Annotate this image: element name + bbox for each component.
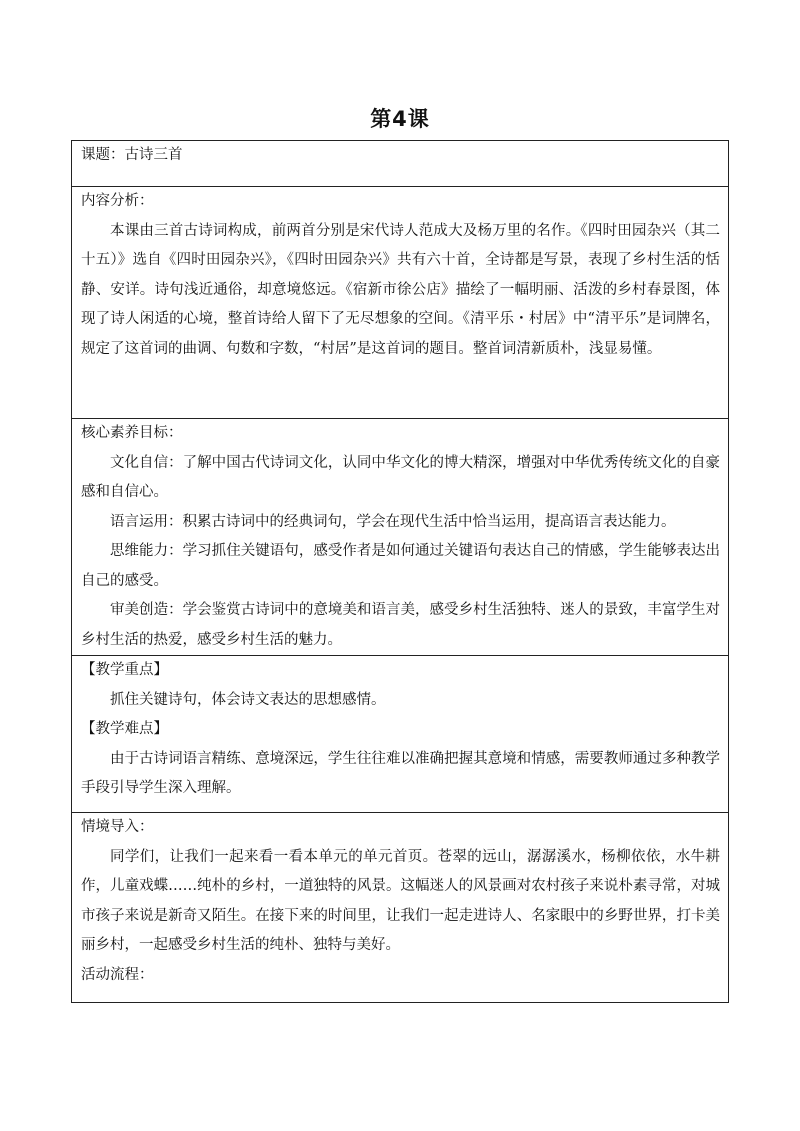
- key-points-label: 【教学重点】: [81, 662, 168, 678]
- goal-language-use: [81, 508, 720, 538]
- key-points-text: [81, 686, 720, 716]
- goal-cultural-confidence: [81, 449, 720, 508]
- intro-paragraph: [81, 843, 720, 961]
- content-analysis-line: 平乐・村居》中“清平乐”是词牌名，规定了这首词的曲调、句数和字数，“村居”是这首: [81, 311, 721, 357]
- difficulties-text: [81, 745, 720, 804]
- goal-line: 审美创造：学会鉴赏古诗词中的意境美和语言美，感受乡村生活独特、迷人的景致，丰: [110, 602, 662, 618]
- core-goals-row: [72, 419, 729, 656]
- core-goals-cell: [72, 419, 729, 656]
- intro-cell: [72, 813, 729, 1003]
- intro-label: 情境导入：: [81, 819, 154, 835]
- intro-row: [72, 813, 729, 1003]
- goal-thinking-ability: [81, 537, 720, 596]
- goal-line: 富学生对乡村生活的热爱，感受乡村生活的魅力。: [81, 602, 721, 648]
- intro-line: 眼中的乡野世界，打卡美丽乡村，一起感受乡村生活的纯朴、独特与美好。: [81, 907, 720, 953]
- focus-difficulty-cell: [72, 656, 729, 813]
- goal-line: 语言运用：积累古诗词中的经典词句，学会在现代生活中恰当运用，提高语言表达能力。: [110, 513, 676, 530]
- goal-line: 文化自信：了解中国古代诗词文化，认同中华文化的博大精深，增强对中华优秀传统文: [110, 454, 662, 471]
- core-goals-label: 核心素养目标：: [81, 425, 183, 441]
- goal-aesthetic-creation: [81, 596, 720, 655]
- topic-row: [72, 141, 729, 187]
- content-analysis-line: 本课由三首古诗词构成，前两首分别是宋代诗人范成大及杨万里的名作。《四时田园杂: [110, 222, 662, 239]
- key-points-line: 抓住关键诗句，体会诗文表达的思想感情。: [110, 691, 386, 708]
- difficulties-label: 【教学难点】: [81, 721, 168, 737]
- goal-line: 思维能力：学习抓住关键语句，感受作者是如何通过关键语句表达自己的情感，学生能: [110, 543, 662, 559]
- content-analysis-row: [72, 187, 729, 419]
- difficulties-line: 由于古诗词语言精练、意境深远，学生往往难以准确把握其意境和情感，需要教师通过: [110, 750, 662, 767]
- content-analysis-line: 表现了乡村生活的恬静、安详。诗句浅近通俗，却意境悠远。《宿新市徐公店》描绘了一幅: [81, 252, 720, 298]
- difficulties-line: 多种教学手段引导学生深入理解。: [81, 750, 721, 796]
- goal-line: 够表达出自己的感受。: [81, 543, 721, 589]
- intro-line: 朴素寻常，对城市孩子来说是新奇又陌生。在接下来的时间里，让我们一起走进诗人、名家: [81, 878, 721, 924]
- topic-cell: 课题：古诗三首: [72, 141, 729, 187]
- content-analysis-line: 兴（其二十五）》选自《四时田园杂兴》，《四时田园杂兴》共有六十首，全诗都是写景，: [81, 222, 721, 268]
- focus-difficulty-row: [72, 656, 729, 813]
- goal-line: 化的自豪感和自信心。: [81, 454, 721, 500]
- intro-line: 同学们，让我们一起来看一看本单元的单元首页。苍翠的远山，潺潺溪水，杨柳依依，: [110, 848, 676, 865]
- content-analysis-paragraph: [81, 217, 720, 365]
- intro-line: 水牛耕作，儿童戏蝶……纯朴的乡村，一道独特的风景。这幅迷人的风景画对农村孩子来说: [81, 848, 721, 894]
- content-analysis-line: 明丽、活泼的乡村春景图，体现了诗人闲适的心境，整首诗给人留下了无尽想象的空间。《清: [81, 281, 721, 327]
- content-analysis-line: 词的题目。整首词清新质朴，浅显易懂。: [400, 340, 662, 357]
- lesson-plan-table: [71, 140, 729, 1003]
- content-analysis-label: 内容分析：: [81, 193, 154, 209]
- page-title: 第4课: [370, 107, 430, 131]
- content-analysis-cell: [72, 187, 729, 419]
- activity-label: 活动流程：: [81, 966, 154, 983]
